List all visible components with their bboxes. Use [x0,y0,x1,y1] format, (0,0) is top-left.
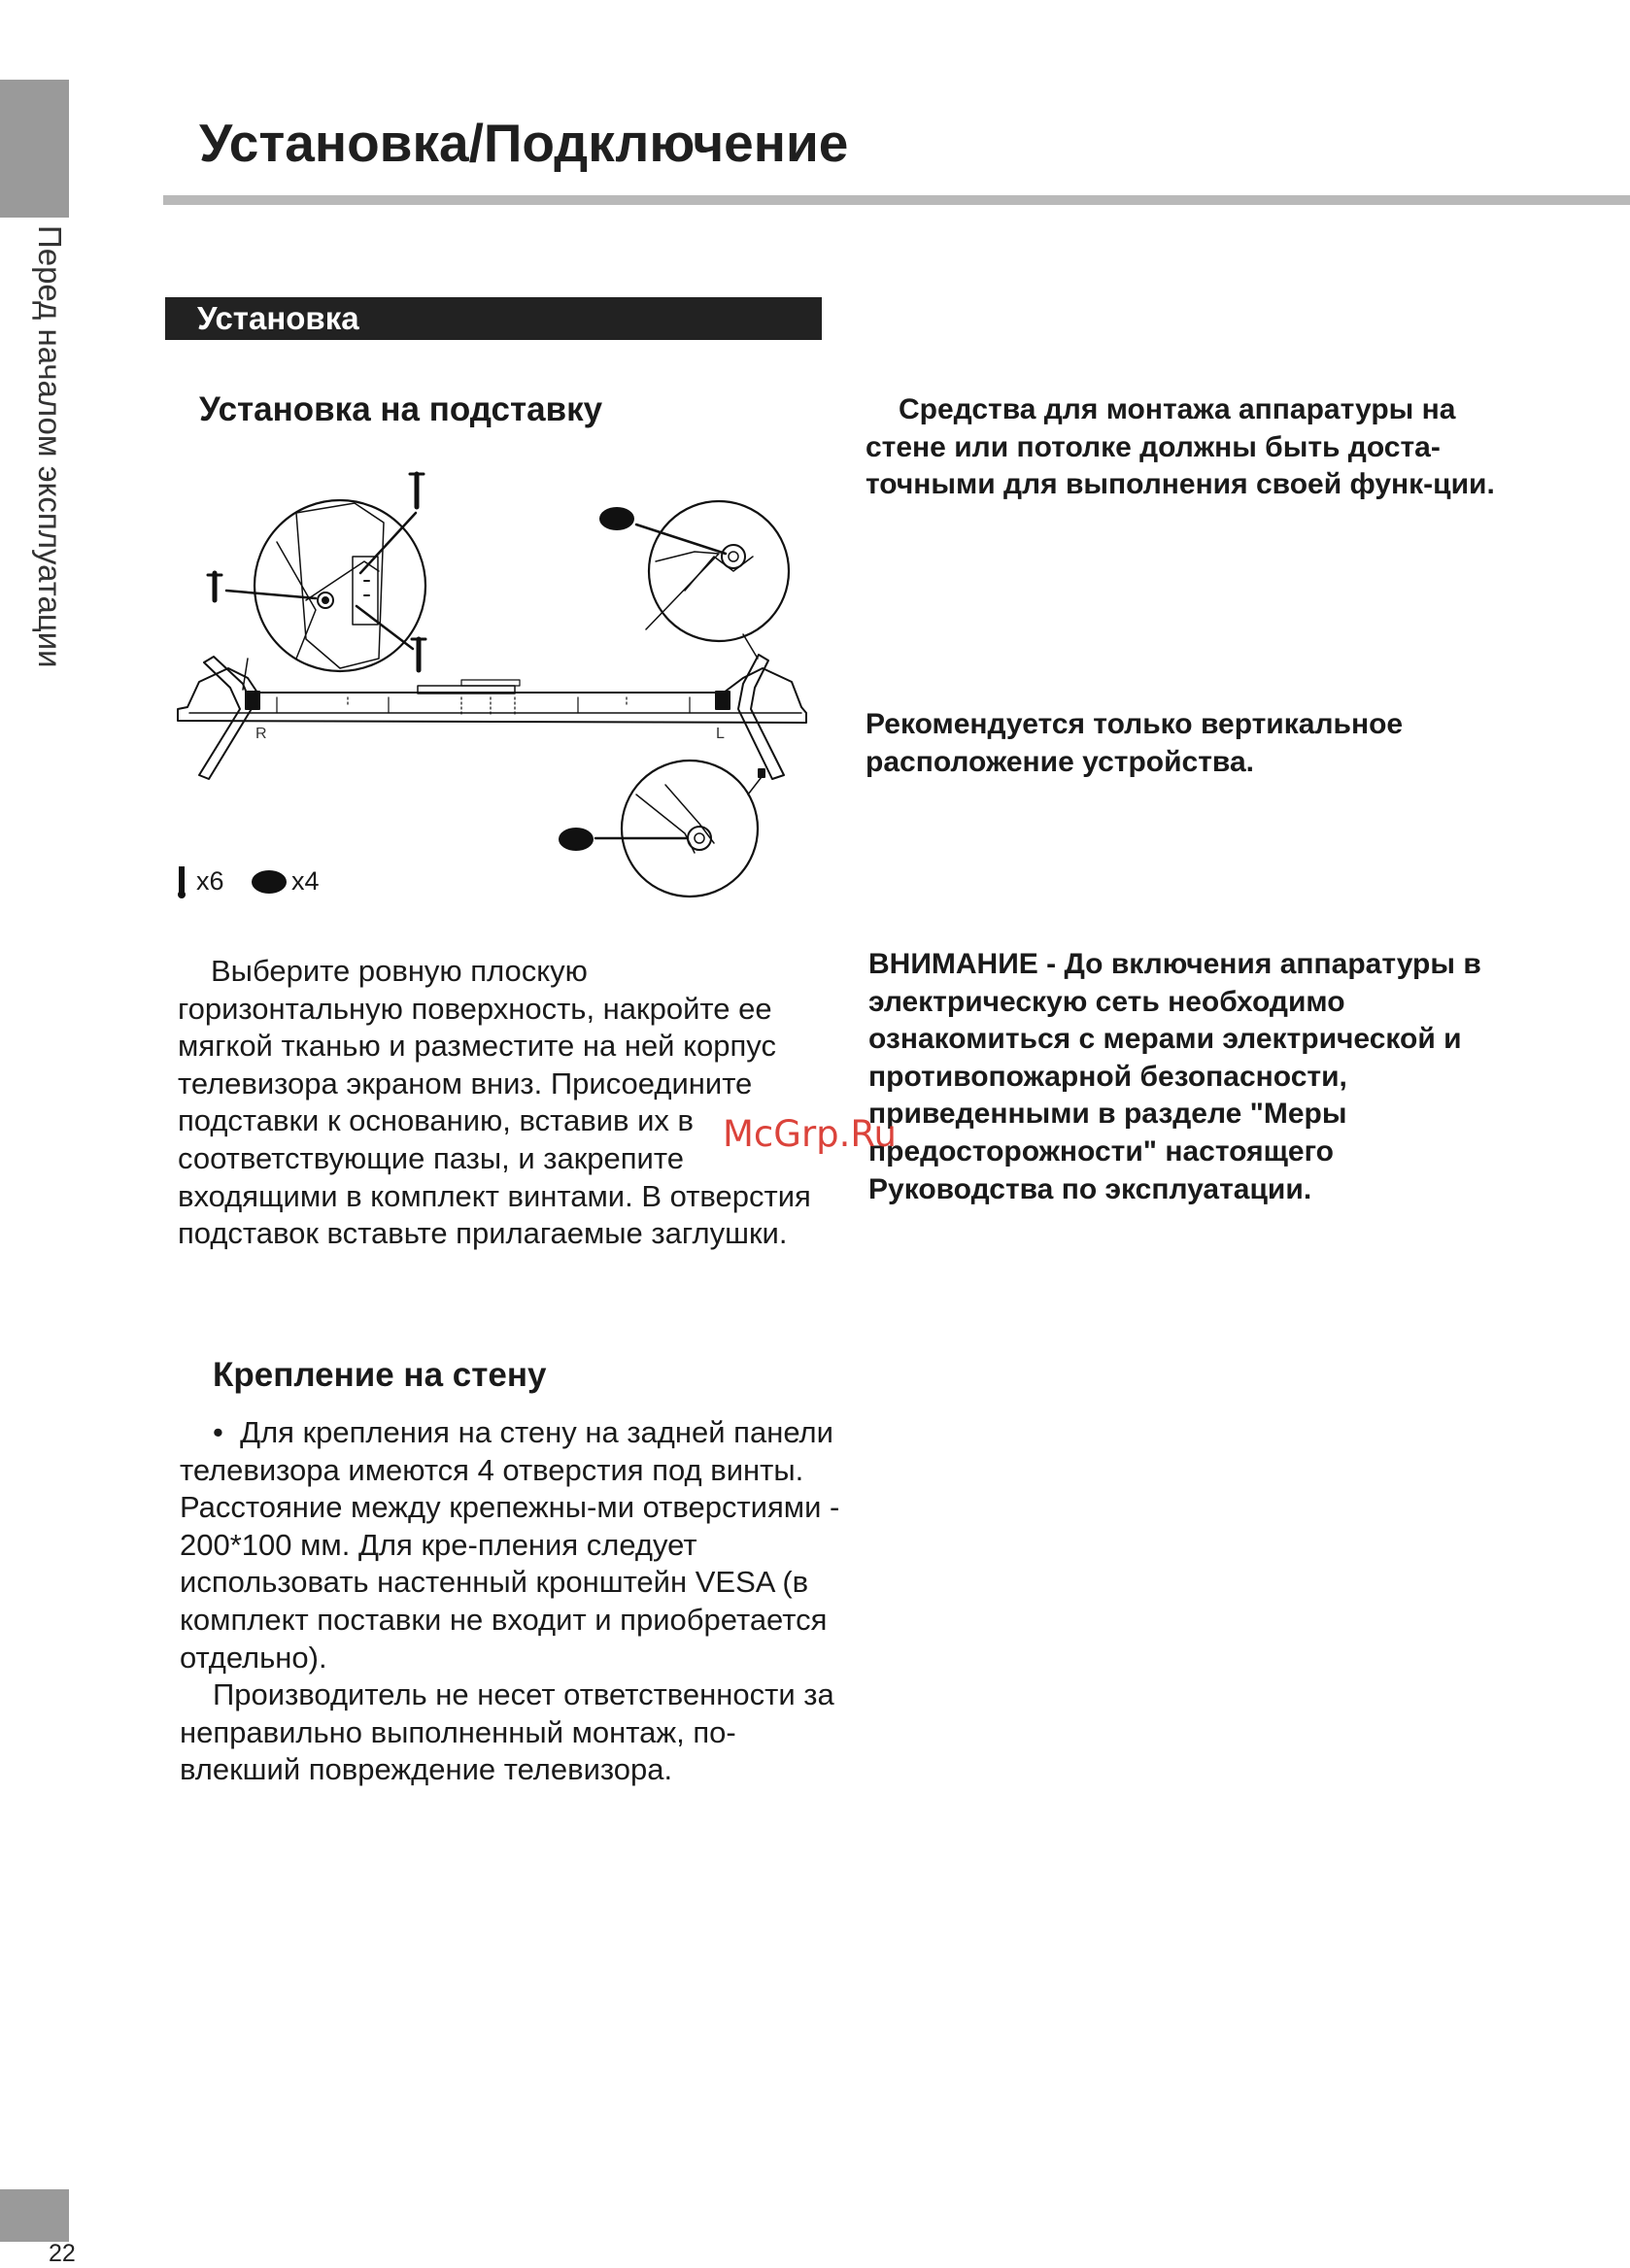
diagram-label-r: R [255,726,267,742]
stand-installation-diagram [170,464,816,901]
tv-body-illustration [178,668,806,723]
wall-paragraph-2: Производитель не несет ответственности за неправильно выполненный монтаж, по-влекший повреждение телевизора. [180,1677,834,1787]
diagram-label-l: L [716,726,725,742]
stand-leg-right [199,657,259,779]
wall-instructions [180,1414,840,1789]
title-rule [163,195,1630,205]
wall-heading: Крепление на стену [213,1356,547,1394]
wall-paragraph-1: • Для крепления на стену на задней панели телевизора имеются 4 отверстия под винты. Расстояние между крепежны-ми отверстиями - 200*100 мм. Для кре-пления следует использовать настенный кронштейн VESA (в комплект поставки не входит и приобретается отдельно). [180,1415,840,1675]
screw-count: x6 [196,866,224,896]
mount-note: Средства для монтажа аппаратуры на стене или потолке должны быть доста-точными для выполнения своей функ-ции. [866,393,1495,501]
zoom-detail-screws [208,474,425,690]
bullet-icon: • [213,1415,223,1449]
watermark: McGrp.Ru [723,1113,897,1155]
screw-icon [175,864,188,899]
side-tab-marker [0,80,69,218]
side-tab-label: Перед началом эксплуатации [32,225,68,668]
page-title: Установка/Подключение [199,113,849,173]
cap-icon [252,870,287,894]
section-title: Установка [197,300,359,336]
zoom-detail-cap-top [599,501,789,659]
stand-heading: Установка на подставку [199,390,603,428]
cap-count: x4 [291,866,320,896]
page-number: 22 [49,2240,76,2267]
stand-instructions: Выберите ровную плоскую горизонтальную поверхность, накройте ее мягкой тканью и разместите на ней корпус телевизора экраном вниз. Присоедините подставки к основанию, вставив их в соответствующие пазы, и закрепите входящими в комплект винтами. В отверстия подставок вставьте прилагаемые заглушки. [178,954,811,1251]
zoom-detail-cap-bottom [559,761,764,897]
vertical-note: Рекомендуется только вертикальное расположение устройства. [866,708,1404,778]
page-number-marker [0,2189,69,2242]
warning-note: ВНИМАНИЕ - До включения аппаратуры в электрическую сеть необходимо ознакомиться с мерами электрической и противопожарной безопасности, приведенными в разделе "Меры предосторожности" настоящего Руководства по эксплуатации. [868,948,1481,1205]
